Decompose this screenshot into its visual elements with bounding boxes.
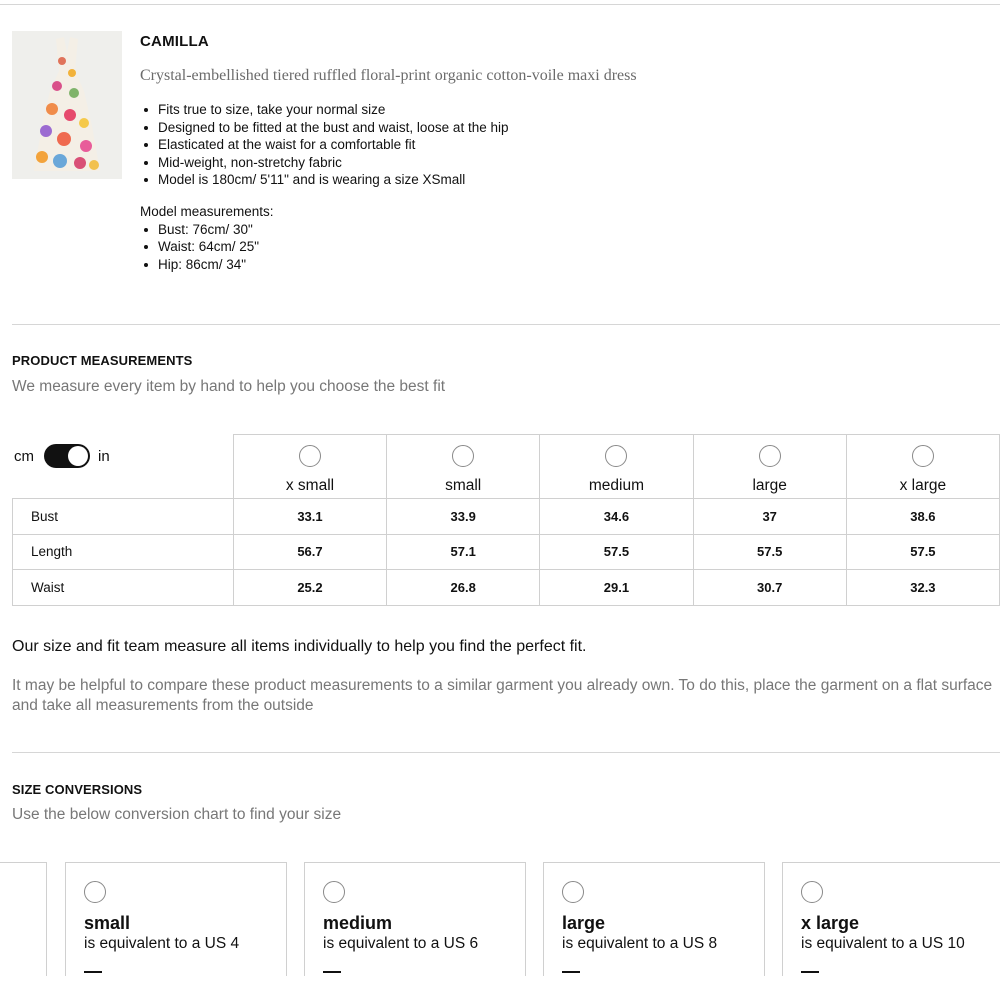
size-card-partial[interactable] [0, 862, 47, 976]
measurement-value: 57.5 [693, 534, 846, 570]
size-radio[interactable] [912, 445, 934, 467]
model-measurements-list [140, 221, 990, 274]
product-name: Crystal-embellished tiered ruffled floral-print organic cotton-voile maxi dress [140, 67, 637, 84]
size-conversions-title: SIZE CONVERSIONS [12, 782, 143, 797]
size-radio[interactable] [452, 445, 474, 467]
table-row [13, 534, 1000, 570]
size-column-small[interactable] [387, 435, 540, 499]
product-measurements-subtitle: We measure every item by hand to help you choose the best fit [12, 378, 446, 395]
measurement-value: 30.7 [693, 570, 846, 606]
fit-detail: Fits true to size, take your normal size [140, 101, 990, 119]
measuring-tip: It may be helpful to compare these product measurements to a similar garment you already own. To do this, place the garment on a flat surface and take all measurements from the outside [12, 677, 993, 714]
size-radio[interactable] [84, 881, 106, 903]
size-column-x-small[interactable] [233, 435, 386, 499]
section-divider [12, 324, 1000, 325]
size-conversion-carousel [0, 862, 1000, 976]
size-column-medium[interactable] [540, 435, 693, 499]
size-column-large[interactable] [693, 435, 846, 499]
card-equivalent: is equivalent to a US 6 [323, 935, 479, 952]
section-divider [12, 752, 1000, 753]
card-equivalent: is equivalent to a US 8 [562, 935, 718, 952]
size-label: small [445, 477, 482, 494]
measurement-value: 38.6 [846, 499, 999, 535]
measurement-value: 57.5 [540, 534, 693, 570]
toggle-knob [68, 446, 88, 466]
measurement-value: 57.1 [387, 534, 540, 570]
measurement-value: 26.8 [387, 570, 540, 606]
row-label: Length [13, 534, 234, 570]
measurement-value: 37 [693, 499, 846, 535]
row-label: Waist [13, 570, 234, 606]
card-dash [562, 971, 580, 973]
size-radio[interactable] [323, 881, 345, 903]
product-measurements-title: PRODUCT MEASUREMENTS [12, 353, 193, 368]
card-dash [323, 971, 341, 973]
fit-detail: Elasticated at the waist for a comfortable fit [140, 136, 990, 154]
size-radio[interactable] [299, 445, 321, 467]
unit-toggle [14, 445, 110, 467]
card-dash [801, 971, 819, 973]
size-card-medium[interactable] [304, 862, 526, 976]
size-label: x large [899, 477, 947, 494]
card-dash [84, 971, 102, 973]
size-radio[interactable] [759, 445, 781, 467]
card-size-label: large [562, 913, 606, 933]
measurement-value: 33.1 [233, 499, 386, 535]
fit-details-list [140, 101, 990, 189]
measurement-value: 33.9 [387, 499, 540, 535]
product-info [140, 33, 990, 273]
fit-team-note: Our size and fit team measure all items individually to help you find the perfect fit. [12, 638, 587, 655]
size-conversions-subtitle: Use the below conversion chart to find your size [12, 806, 342, 823]
dress-illustration [12, 31, 122, 179]
measurement-value: 34.6 [540, 499, 693, 535]
size-label: x small [285, 477, 335, 494]
size-card-large[interactable] [543, 862, 765, 976]
measurement-value: 57.5 [846, 534, 999, 570]
unit-toggle-switch[interactable] [44, 444, 90, 468]
top-divider [0, 4, 1000, 5]
product-image [12, 31, 122, 179]
measurement-value: 32.3 [846, 570, 999, 606]
table-row [13, 570, 1000, 606]
measurement-value: 56.7 [233, 534, 386, 570]
measurements-table [12, 434, 1000, 606]
size-card-x-large[interactable] [782, 862, 1000, 976]
size-label: large [752, 477, 787, 494]
card-equivalent: is equivalent to a US 4 [84, 935, 240, 952]
fit-detail: Designed to be fitted at the bust and waist, loose at the hip [140, 119, 990, 137]
size-radio[interactable] [605, 445, 627, 467]
row-label: Bust [13, 499, 234, 535]
fit-detail: Model is 180cm/ 5'11" and is wearing a size XSmall [140, 171, 990, 189]
card-size-label: small [84, 913, 131, 933]
size-label: medium [588, 477, 644, 494]
model-measurements-title: Model measurements: [140, 203, 274, 219]
card-equivalent: is equivalent to a US 10 [801, 935, 965, 952]
model-measurement: Waist: 64cm/ 25" [140, 238, 990, 256]
size-radio[interactable] [562, 881, 584, 903]
measurement-value: 29.1 [540, 570, 693, 606]
measurement-value: 25.2 [233, 570, 386, 606]
table-row [13, 499, 1000, 535]
card-size-label: medium [323, 913, 393, 933]
model-measurement: Bust: 76cm/ 30" [140, 221, 990, 239]
unit-in-label[interactable]: in [98, 447, 110, 465]
model-measurement: Hip: 86cm/ 34" [140, 256, 990, 274]
brand-name: CAMILLA [140, 33, 209, 50]
size-card-small[interactable] [65, 862, 287, 976]
unit-cm-label[interactable]: cm [14, 447, 34, 465]
card-size-label: x large [801, 913, 860, 933]
size-column-x-large[interactable] [846, 435, 999, 499]
size-radio[interactable] [801, 881, 823, 903]
fit-detail: Mid-weight, non-stretchy fabric [140, 154, 990, 172]
